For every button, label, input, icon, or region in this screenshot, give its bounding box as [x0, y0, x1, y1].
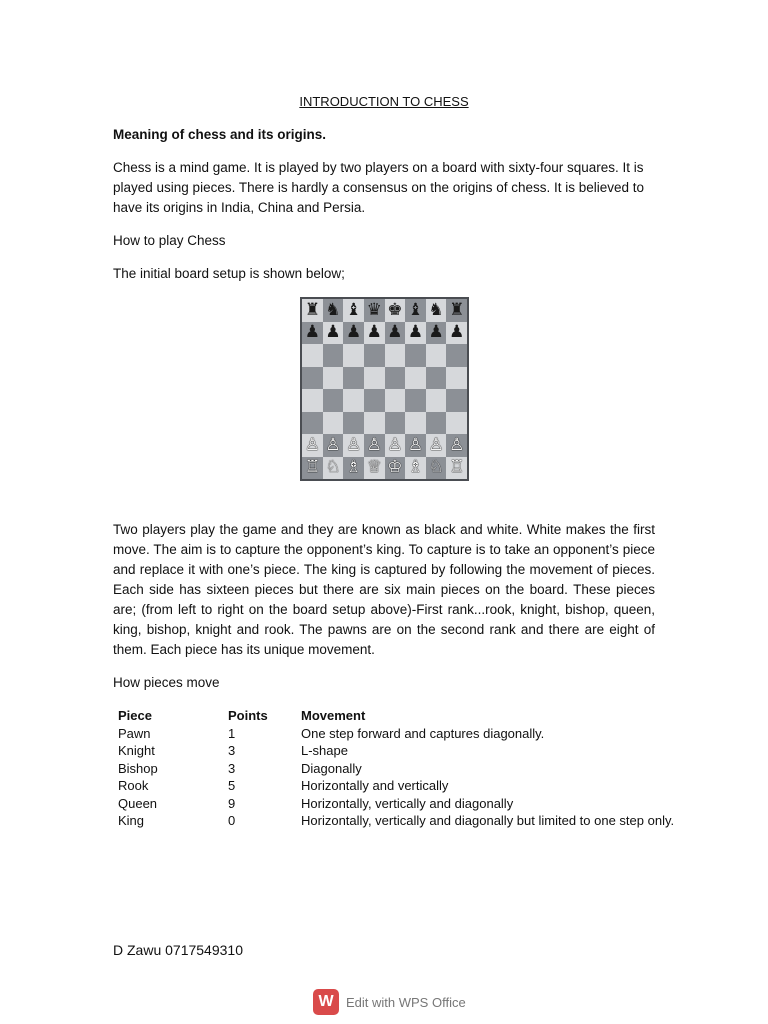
board-square: [385, 434, 406, 457]
board-square: [343, 434, 364, 457]
wps-logo-icon: W: [313, 989, 339, 1015]
board-square: [446, 434, 467, 457]
board-square: [343, 344, 364, 367]
chess-piece-icon: ♙: [345, 434, 362, 455]
chess-piece-icon: ♙: [366, 434, 382, 455]
paragraph-origins: Chess is a mind game. It is played by two players on a board with sixty-four squares. It is played using pieces. There is hardly a consensus on the origins of chess. It is believed to have its origins in India, China and Persia.: [113, 160, 645, 215]
wps-edit-label: Edit with WPS Office: [346, 994, 466, 1010]
cell-piece: Pawn: [118, 725, 151, 741]
board-square: [343, 322, 364, 345]
board-square: [385, 389, 406, 412]
board-square: [405, 299, 426, 322]
board-square: [323, 434, 344, 457]
cell-points: 3: [228, 760, 236, 776]
board-square: [385, 367, 406, 390]
cell-piece: Knight: [118, 743, 155, 758]
chess-piece-icon: ♟: [345, 322, 362, 343]
chess-piece-icon: ♙: [449, 434, 465, 455]
board-square: [343, 367, 364, 390]
board-square: [426, 299, 447, 322]
board-square: [323, 389, 344, 412]
header-movement: Movement: [301, 708, 366, 723]
board-square: [446, 299, 467, 322]
board-square: [343, 412, 364, 435]
table-row: [118, 812, 693, 830]
chess-board-image: [300, 297, 469, 481]
cell-piece: Queen: [118, 795, 158, 811]
chess-piece-icon: ♜: [449, 299, 465, 320]
board-square: [323, 412, 344, 435]
section-heading-how-to-play: How to play Chess: [113, 233, 226, 248]
board-square: [364, 299, 385, 322]
chess-piece-icon: ♞: [428, 299, 444, 320]
board-square: [385, 322, 406, 345]
section-heading-pieces-move: How pieces move: [113, 675, 220, 690]
cell-movement: L-shape: [301, 743, 348, 758]
board-square: [343, 389, 364, 412]
chess-piece-icon: ♖: [304, 457, 320, 478]
board-square: [302, 412, 323, 435]
board-square: [405, 457, 426, 480]
board-square: [405, 389, 426, 412]
board-square: [405, 434, 426, 457]
table-row: [118, 760, 693, 778]
chess-piece-icon: ♕: [366, 457, 382, 478]
cell-piece: Rook: [118, 778, 149, 793]
board-square: [302, 322, 323, 345]
board-square: [323, 344, 344, 367]
board-square: [343, 299, 364, 322]
chess-piece-icon: ♗: [345, 457, 362, 478]
board-square: [364, 434, 385, 457]
chess-piece-icon: ♛: [366, 299, 382, 320]
board-square: [385, 412, 406, 435]
cell-movement: Diagonally: [301, 760, 362, 776]
paragraph-board-intro: The initial board setup is shown below;: [113, 266, 345, 281]
table-row: [118, 777, 693, 795]
paragraph-game-rules: Two players play the game and they are known as black and white. White makes the first move. The aim is to capture the opponent’s king. To capture is to take an opponent’s piece and replace it with one’s piece. The king is captured by following the movement of pieces. Each side has sixteen pieces but there are six main pieces on the board. These pieces are; (from left to right on the board setup above)-First rank...rook, knight, bishop, queen, king, bishop, knight and rook. The pawns are on the second rank and there are eight of them. Each piece has its unique movement.: [113, 522, 655, 657]
cell-movement: Horizontally and vertically: [301, 778, 449, 793]
board-square: [323, 299, 344, 322]
board-square: [302, 389, 323, 412]
board-square: [405, 412, 426, 435]
chess-piece-icon: ♟: [387, 322, 403, 343]
board-square: [364, 344, 385, 367]
board-square: [426, 434, 447, 457]
cell-points: 5: [228, 778, 236, 793]
chess-piece-icon: ♟: [449, 322, 465, 343]
chess-piece-icon: ♞: [325, 299, 341, 320]
cell-piece: King: [118, 813, 145, 828]
table-row: [118, 795, 693, 813]
board-square: [446, 322, 467, 345]
chess-piece-icon: ♚: [387, 299, 403, 320]
board-square: [302, 367, 323, 390]
board-square: [323, 322, 344, 345]
chess-piece-icon: ♟: [366, 322, 382, 343]
footer-author: D Zawu 0717549310: [113, 942, 243, 958]
table-header-row: [118, 707, 693, 725]
board-square: [323, 457, 344, 480]
chess-piece-icon: ♟: [325, 322, 341, 343]
board-square: [385, 299, 406, 322]
board-square: [364, 322, 385, 345]
cell-points: 1: [228, 725, 236, 741]
chess-piece-icon: ♘: [428, 457, 444, 478]
table-row: [118, 742, 693, 760]
board-square: [385, 457, 406, 480]
chess-piece-icon: ♟: [428, 322, 444, 343]
board-square: [426, 389, 447, 412]
board-square: [426, 367, 447, 390]
table-row: [118, 725, 693, 743]
chess-piece-icon: ♟: [407, 322, 424, 343]
section-heading-origins: Meaning of chess and its origins.: [113, 127, 327, 142]
board-square: [385, 344, 406, 367]
chess-piece-icon: ♝: [345, 299, 362, 320]
cell-points: 9: [228, 795, 236, 811]
chess-piece-icon: ♜: [304, 299, 320, 320]
chess-piece-icon: ♔: [387, 457, 403, 478]
chess-piece-icon: ♖: [449, 457, 465, 478]
board-square: [302, 457, 323, 480]
board-square: [446, 367, 467, 390]
board-square: [426, 457, 447, 480]
board-square: [405, 367, 426, 390]
board-square: [323, 367, 344, 390]
cell-points: 0: [228, 813, 236, 828]
chess-piece-icon: ♗: [407, 457, 424, 478]
cell-piece: Bishop: [118, 760, 158, 776]
board-square: [446, 389, 467, 412]
board-square: [426, 344, 447, 367]
board-square: [446, 344, 467, 367]
cell-movement: Horizontally, vertically and diagonally: [301, 795, 514, 811]
board-square: [364, 457, 385, 480]
board-square: [446, 457, 467, 480]
chess-piece-icon: ♝: [407, 299, 424, 320]
chess-piece-icon: ♙: [387, 434, 403, 455]
board-square: [405, 322, 426, 345]
chess-piece-icon: ♙: [304, 434, 320, 455]
board-square: [343, 457, 364, 480]
wps-edit-link[interactable]: [313, 988, 466, 1016]
chess-piece-icon: ♙: [428, 434, 444, 455]
cell-points: 3: [228, 743, 236, 758]
board-square: [446, 412, 467, 435]
board-square: [364, 412, 385, 435]
header-piece: Piece: [118, 708, 152, 723]
pieces-table: [118, 707, 693, 830]
board-square: [426, 412, 447, 435]
board-square: [405, 344, 426, 367]
chess-piece-icon: ♙: [325, 434, 341, 455]
board-square: [302, 344, 323, 367]
chess-piece-icon: ♘: [325, 457, 341, 478]
cell-movement: Horizontally, vertically and diagonally but limited to one step only.: [301, 813, 675, 828]
document-title: INTRODUCTION TO CHESS: [299, 94, 469, 109]
board-square: [364, 367, 385, 390]
board-square: [426, 322, 447, 345]
header-points: Points: [228, 708, 268, 723]
board-square: [302, 434, 323, 457]
chess-piece-icon: ♟: [304, 322, 320, 343]
cell-movement: One step forward and captures diagonally.: [301, 725, 545, 741]
board-square: [302, 299, 323, 322]
chess-board: [302, 299, 467, 479]
board-square: [364, 389, 385, 412]
chess-piece-icon: ♙: [407, 434, 424, 455]
